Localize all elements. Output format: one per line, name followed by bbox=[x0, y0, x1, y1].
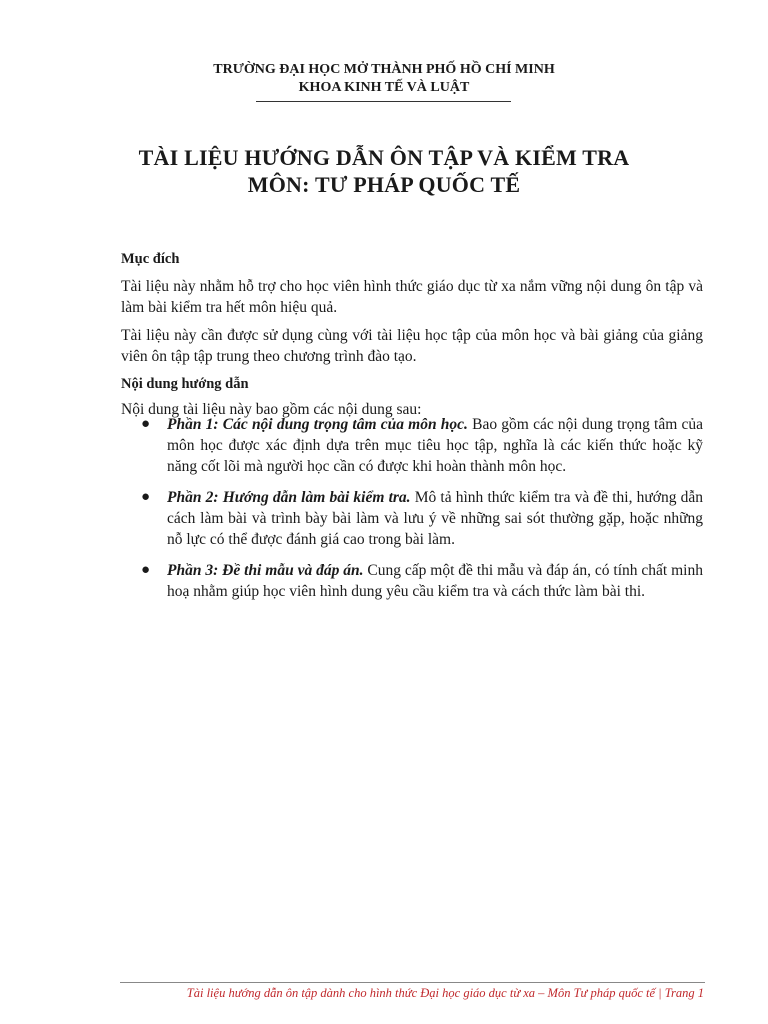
document-title bbox=[0, 144, 768, 198]
item-text: Bao gồm các nội dung trọng tâm của môn học được xác định dựa trên mục tiêu học tập, nghĩa là các kiến thức hoặc kỹ năng cốt lõi mà người học cần có được khi hoàn thành môn học. bbox=[167, 416, 703, 475]
item-text: Cung cấp một đề thi mẫu và đáp án, có tính chất minh hoạ nhằm giúp học viên hình dung yêu cầu kiểm tra và cách thức làm bài thi. bbox=[167, 562, 703, 600]
faculty-underline bbox=[256, 101, 511, 102]
list-item bbox=[141, 487, 703, 550]
purpose-heading: Mục đích bbox=[121, 251, 180, 267]
item-lead: Phần 2: Hướng dẫn làm bài kiểm tra. bbox=[167, 489, 415, 506]
bullet-icon: ● bbox=[141, 489, 151, 505]
guide-intro: Nội dung tài liệu này bao gồm các nội dung sau: bbox=[121, 401, 422, 418]
faculty-name: KHOA KINH TẾ VÀ LUẬT bbox=[298, 80, 470, 95]
title-line-2: MÔN: TƯ PHÁP QUỐC TẾ bbox=[247, 172, 521, 197]
purpose-paragraph-1: Tài liệu này nhằm hỗ trợ cho học viên hình thức giáo dục từ xa nắm vững nội dung ôn tập và làm bài kiểm tra hết môn hiệu quả. bbox=[121, 278, 703, 316]
bullet-icon: ● bbox=[141, 416, 151, 432]
footer-divider bbox=[120, 982, 705, 983]
item-text: Mô tả hình thức kiểm tra và đề thi, hướng dẫn cách làm bài và trình bày bài làm và lưu ý về những sai sót thường gặp, hoặc những nỗ lực có thể được đánh giá cao trong bài làm. bbox=[167, 489, 703, 548]
item-lead: Phần 1: Các nội dung trọng tâm của môn học. bbox=[167, 416, 473, 433]
list-item bbox=[141, 414, 703, 477]
page-footer: Tài liệu hướng dẫn ôn tập dành cho hình thức Đại học giáo dục từ xa – Môn Tư pháp quốc tế | Trang 1 bbox=[186, 986, 704, 1000]
title-line-1: TÀI LIỆU HƯỚNG DẪN ÔN TẬP VÀ KIỂM TRA bbox=[138, 145, 630, 170]
bullet-icon: ● bbox=[141, 562, 151, 578]
purpose-paragraph-2: Tài liệu này cần được sử dụng cùng với tài liệu học tập của môn học và bài giảng của giảng viên ôn tập tập trung theo chương trình đào tạo. bbox=[121, 327, 703, 365]
purpose-section bbox=[121, 249, 703, 420]
university-name: TRƯỜNG ĐẠI HỌC MỞ THÀNH PHỐ HỒ CHÍ MINH bbox=[213, 62, 555, 77]
guide-list bbox=[141, 414, 703, 612]
list-item bbox=[141, 560, 703, 602]
guide-heading: Nội dung hướng dẫn bbox=[121, 376, 249, 392]
item-lead: Phần 3: Đề thi mẫu và đáp án. bbox=[167, 562, 368, 579]
